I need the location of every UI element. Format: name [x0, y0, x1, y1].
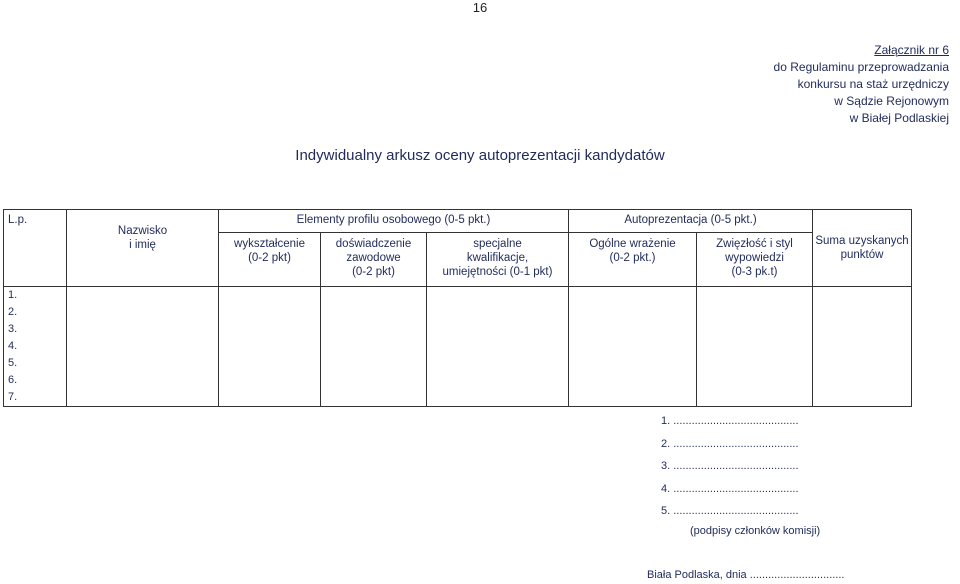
place-and-date: Biała Podlaska, dnia ............................... — [647, 569, 845, 581]
signature-line: 3. ......................................... — [661, 460, 799, 472]
education-score-cell[interactable] — [219, 287, 321, 407]
document-title: Indywidualny arkusz oceny autoprezentacji kandydatów — [295, 147, 665, 164]
experience-header — [321, 233, 427, 287]
education-header — [219, 233, 321, 287]
total-points-header-line: Suma uzyskanych — [815, 235, 909, 247]
signature-line: 5. ......................................... — [661, 505, 799, 517]
row-number: 1. — [8, 289, 18, 301]
signature-line: 1. ......................................... — [661, 415, 799, 427]
row-number: 2. — [8, 306, 18, 318]
annex-line: w Sądzie Rejonowym — [834, 94, 949, 108]
conciseness-style-header — [697, 233, 813, 287]
total-points-header-line: punktów — [840, 249, 884, 261]
row-number: 5. — [8, 357, 18, 369]
signature-line: 4. ......................................... — [661, 482, 799, 495]
annex-line: do Regulaminu przeprowadzania — [773, 60, 949, 74]
total-points-header — [813, 210, 912, 287]
self-presentation-header: Autoprezentacja (0-5 pkt.) — [569, 210, 813, 233]
profile-elements-header: Elementy profilu osobowego (0-5 pkt.) — [219, 210, 569, 233]
general-impression-header — [569, 233, 697, 287]
experience-score-cell[interactable] — [321, 287, 427, 407]
special-skills-score-cell[interactable] — [427, 287, 569, 407]
signature-line: 2. ......................................... — [661, 437, 799, 450]
name-header — [67, 210, 219, 287]
general-impression-header-line: (0-2 pkt.) — [609, 252, 656, 264]
conciseness-style-score-cell[interactable] — [697, 287, 813, 407]
special-skills-header-line: umiejętności (0-1 pkt) — [442, 266, 553, 278]
experience-header-line: doświadczenie — [335, 238, 412, 250]
conciseness-style-header-line: wypowiedzi — [725, 252, 784, 264]
general-impression-score-cell[interactable] — [569, 287, 697, 407]
education-header-line: wykształcenie — [234, 238, 305, 250]
experience-header-line: zawodowe — [346, 252, 401, 264]
special-skills-header-line: specjalne — [473, 238, 522, 250]
education-header-line: (0-2 pkt) — [248, 252, 291, 264]
conciseness-style-header-line: Zwięzłość i styl — [716, 238, 793, 250]
name-header-line: i imię — [129, 239, 156, 251]
annex-line: konkursu na staż urzędniczy — [797, 77, 949, 91]
lp-header — [4, 210, 67, 287]
commission-signatures — [661, 410, 799, 523]
annex-title: Załącznik nr 6 — [874, 43, 949, 57]
experience-header-line: (0-2 pkt) — [352, 266, 395, 278]
name-cell[interactable] — [67, 287, 219, 407]
lp-header-label: L.p. — [8, 214, 28, 226]
row-number: 3. — [8, 323, 18, 335]
row-number: 6. — [8, 374, 18, 386]
evaluation-table — [3, 209, 912, 407]
row-number: 7. — [8, 391, 18, 403]
special-skills-header — [427, 233, 569, 287]
signatures-caption: (podpisy członków komisji) — [690, 525, 821, 537]
special-skills-header-line: kwalifikacje, — [466, 252, 529, 264]
annex-header — [774, 42, 949, 127]
row-number: 4. — [8, 340, 18, 352]
page-number: 16 — [472, 0, 488, 15]
total-points-cell[interactable] — [813, 287, 912, 407]
row-numbers-cell — [4, 287, 67, 407]
name-header-line: Nazwisko — [117, 225, 168, 237]
annex-line: w Białej Podlaskiej — [849, 111, 949, 125]
general-impression-header-line: Ogólne wrażenie — [589, 238, 676, 250]
conciseness-style-header-line: (0-3 pk.t) — [731, 266, 778, 278]
